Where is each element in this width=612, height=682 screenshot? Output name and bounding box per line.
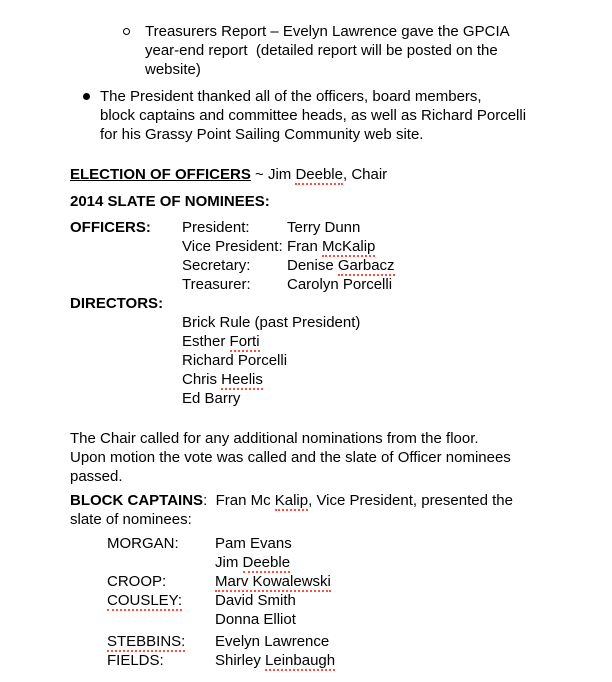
officer-name: Fran McKalip: [287, 238, 376, 255]
block-captains-mid: : Fran Mc: [203, 492, 275, 509]
election-heading-mid: ~ Jim: [250, 166, 296, 183]
slate-heading: 2014 SLATE OF NOMINEES:: [70, 193, 270, 210]
text-line: Upon motion the vote was called and the slate of Officer nominees: [70, 449, 511, 466]
director-row: Brick Rule (past President): [182, 314, 361, 331]
captain-row-cousley: [107, 591, 604, 610]
text-line: passed.: [70, 468, 123, 485]
block-captains-tail: , Vice President, presented the: [308, 492, 513, 509]
officer-role: President:: [182, 219, 250, 236]
officer-row-treasurer: [70, 275, 604, 294]
area-cell: MORGAN:: [107, 535, 179, 552]
captain-row-cousley-2: [107, 610, 604, 629]
text-line: The President thanked all of the officers, board members,: [100, 88, 482, 105]
president-thanks-text: [100, 87, 526, 144]
officer-row-vice-president: [70, 237, 604, 256]
treasurers-report-text: [145, 22, 510, 79]
area-cell: CROOP:: [107, 573, 167, 590]
text-line: for his Grassy Point Sailing Community web site.: [100, 126, 424, 143]
president-thanks-bullet: [83, 87, 604, 144]
election-heading: [70, 165, 604, 184]
area-cell: [107, 610, 215, 629]
captain-row-croop: [107, 572, 604, 591]
officer-role: Vice President:: [182, 238, 283, 255]
directors-section: [70, 294, 604, 408]
captain-row-morgan: [107, 534, 604, 553]
officer-row-secretary: [70, 256, 604, 275]
treasurers-report-bullet: [123, 22, 604, 79]
captain-row-stebbins: [107, 632, 604, 651]
officer-name: Carolyn Porcelli: [287, 276, 393, 293]
election-heading-misspelled-name: Deeble: [295, 166, 343, 183]
director-row: Richard Porcelli: [182, 352, 288, 369]
block-captains-heading: [70, 491, 604, 529]
captain-name-cell: Evelyn Lawrence: [215, 633, 330, 650]
circle-bullet-icon: [123, 22, 145, 79]
captain-name-cell: David Smith: [215, 592, 296, 609]
director-row: Esther Forti: [182, 333, 260, 350]
text-line: website): [145, 61, 201, 78]
captain-row-morgan-2: [107, 553, 604, 572]
block-captains-table: [107, 534, 604, 670]
area-cell: FIELDS:: [107, 652, 164, 669]
block-captains-label: BLOCK CAPTAINS: [70, 492, 204, 509]
block-captains-heading-line2: slate of nominees:: [70, 511, 192, 528]
officer-role: Secretary:: [182, 257, 251, 274]
block-captains-heading-line1: [70, 491, 604, 510]
officer-row-president: [70, 218, 604, 237]
election-heading-title: ELECTION OF OFFICERS: [70, 166, 251, 183]
directors-label: DIRECTORS:: [70, 295, 164, 312]
director-row: Chris Heelis: [182, 371, 263, 388]
text-line: block captains and committee heads, as well as Richard Porcelli: [100, 107, 527, 124]
area-cell: STEBBINS:: [107, 633, 186, 650]
officers-section: [70, 218, 604, 294]
text-line: Treasurers Report – Evelyn Lawrence gave the GPCIA: [145, 23, 510, 40]
captain-name-cell: Pam Evans: [215, 535, 292, 552]
officer-name: Terry Dunn: [287, 219, 361, 236]
officers-label: OFFICERS:: [70, 219, 151, 236]
block-captains-misspelled-name: Kalip: [274, 492, 309, 509]
area-cell: COUSLEY:: [107, 592, 183, 609]
captain-name-cell: Jim Deeble: [215, 554, 291, 571]
captain-name-cell: Shirley Leinbaugh: [215, 652, 336, 669]
text-line: year-end report (detailed report will be posted on the: [145, 42, 498, 59]
text-line: The Chair called for any additional nominations from the floor.: [70, 430, 479, 447]
directors-list: [182, 313, 604, 408]
captain-name-cell: Donna Elliot: [215, 611, 296, 628]
officer-name: Denise Garbacz: [287, 257, 395, 274]
captain-name-cell: Marv Kowalewski: [215, 573, 331, 590]
area-cell: [107, 553, 215, 572]
captain-row-fields: [107, 651, 604, 670]
chair-nominations-paragraph: [70, 429, 604, 486]
election-heading-tail: , Chair: [342, 166, 388, 183]
director-row: Ed Barry: [182, 390, 241, 407]
officer-role: Treasurer:: [182, 276, 251, 293]
disc-bullet-icon: [83, 87, 100, 144]
